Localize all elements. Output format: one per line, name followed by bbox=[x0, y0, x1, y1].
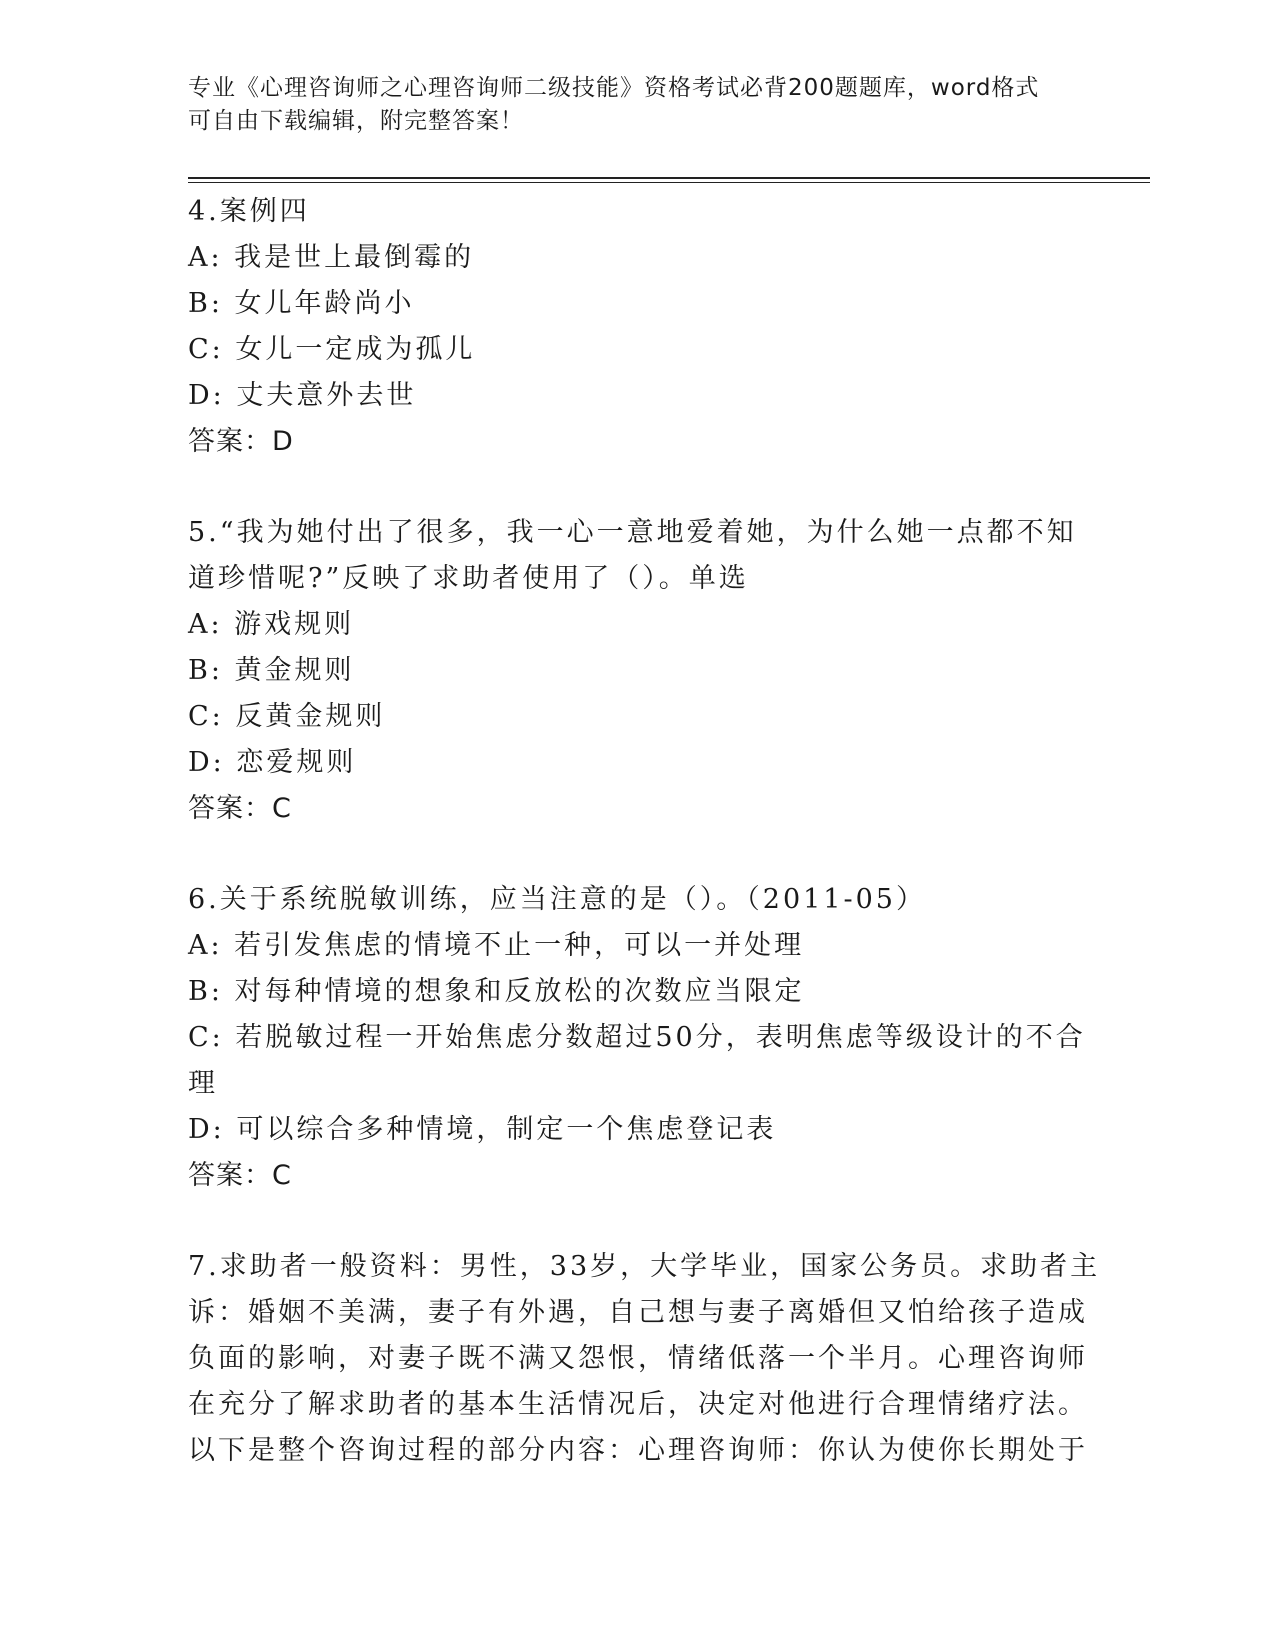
option-b: B: 对每种情境的想象和反放松的次数应当限定 bbox=[188, 976, 805, 1007]
header-line-1: 专业《心理咨询师之心理咨询师二级技能》资格考试必背200题题库，word格式 bbox=[188, 75, 1040, 101]
answer-label: 答案：C bbox=[188, 1160, 292, 1191]
document-header bbox=[188, 72, 1088, 138]
option-a: A: 我是世上最倒霉的 bbox=[188, 242, 475, 273]
question-7 bbox=[188, 1244, 1101, 1474]
option-c-continued: 理 bbox=[188, 1068, 218, 1099]
question-4 bbox=[188, 189, 1068, 465]
question-5 bbox=[188, 510, 1077, 832]
option-a: A: 若引发焦虑的情境不止一种，可以一并处理 bbox=[188, 930, 805, 961]
question-stem: 6.关于系统脱敏训练，应当注意的是（）。（2011-05） bbox=[188, 884, 926, 915]
question-stem: 道珍惜呢?”反映了求助者使用了（）。单选 bbox=[188, 563, 749, 594]
header-divider-thick bbox=[188, 177, 1150, 179]
question-stem: 在充分了解求助者的基本生活情况后，决定对他进行合理情绪疗法。 bbox=[188, 1389, 1088, 1420]
question-6 bbox=[188, 877, 1086, 1199]
question-stem: 7.求助者一般资料：男性，33岁，大学毕业，国家公务员。求助者主 bbox=[188, 1251, 1101, 1282]
option-c: C: 反黄金规则 bbox=[188, 701, 386, 732]
option-b: B: 女儿年龄尚小 bbox=[188, 288, 415, 319]
answer-label: 答案：C bbox=[188, 793, 292, 824]
option-d: D: 恋爱规则 bbox=[188, 747, 357, 778]
option-c: C: 女儿一定成为孤儿 bbox=[188, 334, 476, 365]
option-c: C: 若脱敏过程一开始焦虑分数超过50分，表明焦虑等级设计的不合 bbox=[188, 1022, 1086, 1053]
option-d: D: 丈夫意外去世 bbox=[188, 380, 417, 411]
question-stem: 负面的影响，对妻子既不满又怨恨，情绪低落一个半月。心理咨询师 bbox=[188, 1343, 1088, 1374]
question-list bbox=[188, 189, 1101, 1474]
option-d: D: 可以综合多种情境，制定一个焦虑登记表 bbox=[188, 1114, 777, 1145]
option-b: B: 黄金规则 bbox=[188, 655, 355, 686]
question-stem: 4.案例四 bbox=[188, 196, 310, 227]
header-line-2: 可自由下载编辑，附完整答案！ bbox=[188, 108, 524, 134]
answer-label: 答案：D bbox=[188, 426, 294, 457]
question-stem: 诉：婚姻不美满，妻子有外遇，自己想与妻子离婚但又怕给孩子造成 bbox=[188, 1297, 1088, 1328]
option-a: A: 游戏规则 bbox=[188, 609, 355, 640]
question-stem: 5.“我为她付出了很多，我一心一意地爱着她，为什么她一点都不知 bbox=[188, 517, 1077, 548]
header-divider-thin bbox=[188, 182, 1150, 183]
question-stem: 以下是整个咨询过程的部分内容：心理咨询师：你认为使你长期处于 bbox=[188, 1435, 1088, 1466]
